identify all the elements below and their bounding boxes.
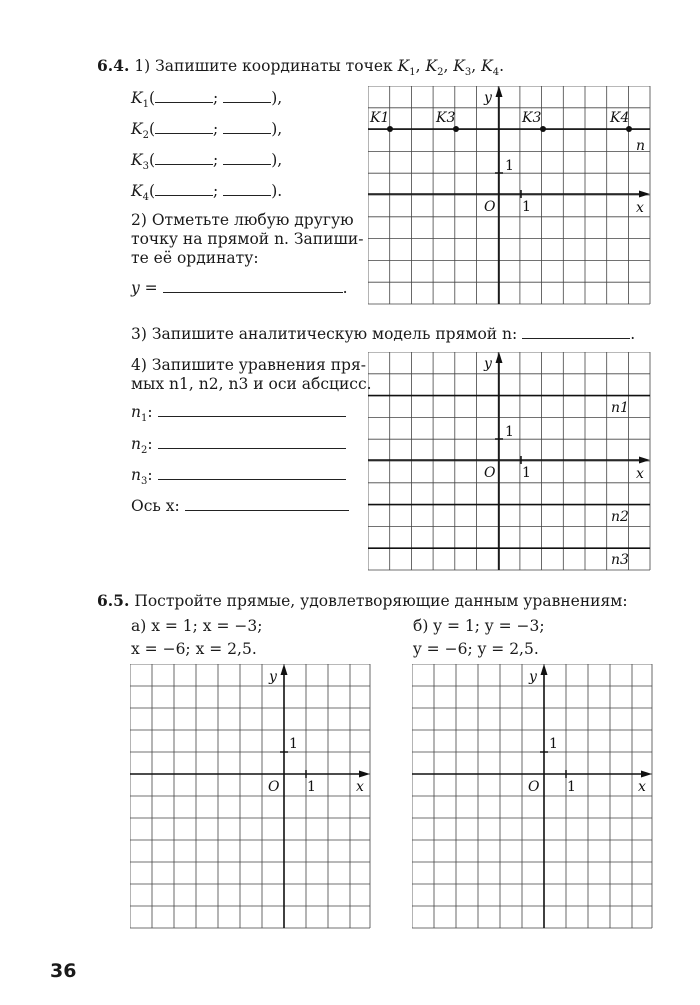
- row-label: K: [131, 182, 143, 200]
- x-axis-arrow: [639, 457, 650, 464]
- row-label: K: [131, 89, 143, 107]
- row-sub: 1: [142, 99, 149, 111]
- point-label: K: [397, 57, 410, 75]
- model-blank[interactable]: [522, 324, 630, 339]
- label-x: x: [636, 200, 644, 216]
- label-origin: O: [528, 779, 540, 795]
- blank-x[interactable]: [155, 181, 213, 196]
- task-2-line: точку на прямой n. Запиши-: [131, 230, 364, 248]
- label-y: y: [484, 356, 492, 372]
- row-end: ),: [271, 89, 283, 107]
- y-axis-arrow: [541, 664, 548, 675]
- label-one-x: 1: [522, 199, 531, 215]
- part-a-line1: а) x = 1; x = −3;: [131, 617, 263, 635]
- point-k4: [626, 126, 632, 132]
- answer-label: n: [131, 435, 141, 453]
- ordinate-answer-row: y = .: [131, 279, 348, 297]
- answer-sub: 3: [140, 476, 148, 488]
- blank-y[interactable]: [223, 119, 271, 134]
- task-4-line: мых n1, n2, n3 и оси абсцисс.: [131, 375, 372, 393]
- label-origin: O: [484, 465, 496, 481]
- point-label: K: [453, 57, 465, 75]
- row-end: ).: [271, 182, 283, 200]
- blank-y[interactable]: [223, 88, 271, 103]
- page-number: 36: [50, 960, 77, 982]
- grid: [368, 86, 650, 304]
- blank-x[interactable]: [155, 150, 213, 165]
- row-sub: 2: [142, 130, 149, 142]
- exercise-number: 6.4.: [97, 56, 130, 75]
- coordinate-row: $K_1$( ; ),: [131, 89, 283, 111]
- answer-label: n: [131, 403, 141, 421]
- label-n2: n2: [611, 509, 629, 525]
- x-axis-arrow: [641, 771, 652, 778]
- label-k3-right: K3: [522, 110, 542, 126]
- part-a-line2: x = −6; x = 2,5.: [131, 640, 257, 658]
- answer-label: n: [131, 466, 141, 484]
- answer-row-n3: $n_3$:: [131, 465, 346, 487]
- task-2-line: 2) Отметьте любую другую: [131, 211, 354, 229]
- row-sub: 4: [142, 192, 149, 204]
- label-y: y: [529, 669, 537, 685]
- coordinate-row: $K_3$( ; ),: [131, 151, 283, 173]
- row-sub: 3: [142, 161, 149, 173]
- grid: [412, 664, 652, 928]
- exercise-6-4-header: 6.4. 1) Запишите координаты точек $K_1$, $K_2$, $K_3$, $K_4$.: [97, 56, 505, 79]
- label-x: x: [638, 779, 646, 795]
- label-one-y: 1: [289, 736, 298, 752]
- ordinate-blank[interactable]: [163, 278, 343, 293]
- row-label: K: [131, 151, 143, 169]
- row-end: ),: [271, 120, 283, 138]
- row-end: ),: [271, 151, 283, 169]
- point-sub: 3: [464, 67, 472, 79]
- answer-sub: 2: [140, 445, 148, 457]
- label-one-x: 1: [567, 779, 576, 795]
- task-3-row: 3) Запишите аналитическую модель прямой n: .: [131, 325, 636, 343]
- y-prefix: y =: [131, 279, 158, 297]
- point-label: K: [425, 57, 438, 75]
- answer-blank[interactable]: [185, 496, 349, 511]
- label-n3: n3: [611, 552, 629, 568]
- task-1-text: 1) Запишите координаты точек: [134, 57, 393, 75]
- task-3-text: 3) Запишите аналитическую модель прямой n:: [131, 325, 518, 343]
- point-k3-right: [540, 126, 546, 132]
- label-x: x: [636, 466, 644, 482]
- coordinate-row: $K_2$( ; ),: [131, 120, 283, 142]
- coordinate-row: $K_4$( ; ).: [131, 182, 283, 204]
- blank-y[interactable]: [223, 150, 271, 165]
- label-n1: n1: [611, 400, 629, 416]
- label-one-x: 1: [307, 779, 316, 795]
- label-line-n: n: [636, 138, 646, 154]
- blank-x[interactable]: [155, 88, 213, 103]
- answer-sub: 1: [140, 413, 148, 425]
- blank-x[interactable]: [155, 119, 213, 134]
- x-axis-arrow: [359, 771, 370, 778]
- exercise-6-5-header: [97, 591, 628, 610]
- label-x: x: [356, 779, 364, 795]
- y-axis-arrow: [496, 352, 503, 363]
- point-k1: [387, 126, 393, 132]
- label-y: y: [484, 90, 492, 106]
- row-label: K: [131, 120, 143, 138]
- blank-y[interactable]: [223, 181, 271, 196]
- point-sub: 1: [409, 67, 416, 79]
- part-b-line1: б) y = 1; y = −3;: [413, 617, 545, 635]
- point-sub: 2: [437, 67, 444, 79]
- label-one-y: 1: [549, 736, 558, 752]
- y-axis-arrow: [281, 664, 288, 675]
- point-sub: 4: [492, 67, 500, 79]
- answer-row-x-axis: Ось x:: [131, 496, 349, 515]
- point-k3-left: [453, 126, 459, 132]
- task-4-line: 4) Запишите уравнения пря-: [131, 356, 366, 374]
- answer-blank[interactable]: [158, 434, 346, 449]
- grid: [130, 664, 370, 928]
- answer-blank[interactable]: [158, 465, 346, 480]
- x-axis-arrow: [639, 191, 650, 198]
- label-origin: O: [484, 199, 496, 215]
- part-b-line2: y = −6; y = 2,5.: [413, 640, 539, 658]
- task-text: Постройте прямые, удовлетворяющие данным уравнениям:: [134, 592, 628, 610]
- graph-points-on-line: [368, 86, 652, 306]
- label-one-y: 1: [505, 158, 514, 174]
- answer-row-n1: $n_1$:: [131, 402, 346, 424]
- answer-label: Ось x: [131, 497, 175, 515]
- label-one-x: 1: [522, 465, 531, 481]
- answer-blank[interactable]: [158, 402, 346, 417]
- graph-horizontal-lines: [368, 352, 652, 572]
- label-origin: O: [268, 779, 280, 795]
- label-k3-left: K3: [436, 110, 456, 126]
- exercise-number: 6.5.: [97, 591, 130, 610]
- task-2-line: те её ординату:: [131, 249, 259, 267]
- graph-part-a: [130, 664, 372, 930]
- y-axis-arrow: [496, 86, 503, 97]
- label-one-y: 1: [505, 424, 514, 440]
- graph-part-b: [412, 664, 654, 930]
- answer-row-n2: $n_2$:: [131, 434, 346, 456]
- label-k1: K1: [370, 110, 390, 126]
- label-y: y: [269, 669, 277, 685]
- label-k4: K4: [610, 110, 630, 126]
- point-label: K: [481, 57, 493, 75]
- grid: [368, 352, 650, 570]
